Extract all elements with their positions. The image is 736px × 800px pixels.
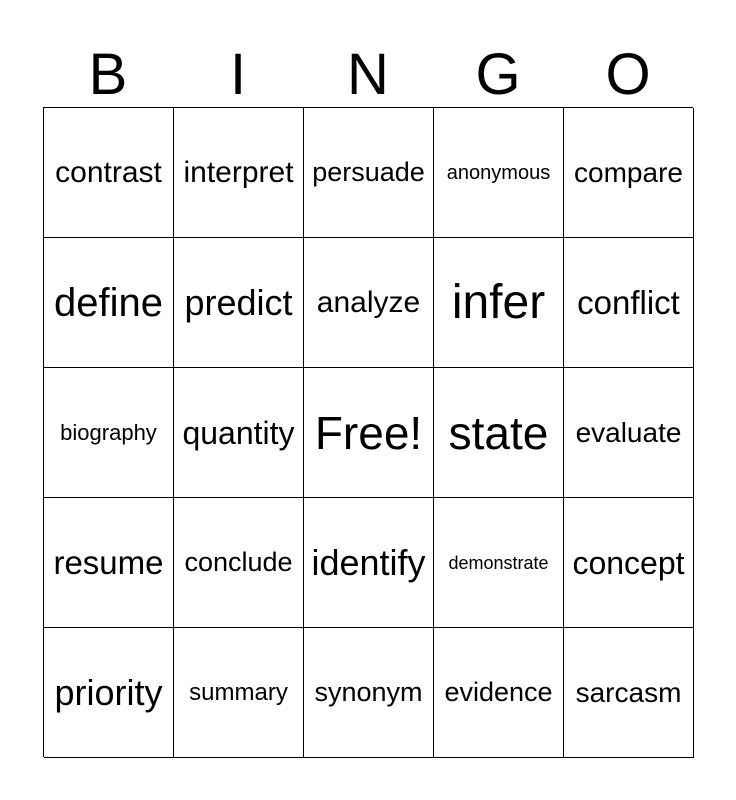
bingo-cell[interactable]: conclude	[174, 498, 304, 628]
bingo-cell[interactable]: analyze	[304, 238, 434, 368]
header-letter-n: N	[347, 42, 389, 107]
bingo-cell[interactable]: priority	[44, 628, 174, 758]
bingo-cell[interactable]: persuade	[304, 108, 434, 238]
header-letter-o: O	[605, 42, 651, 107]
bingo-cell[interactable]: biography	[44, 368, 174, 498]
bingo-cell[interactable]: evaluate	[564, 368, 694, 498]
header-letter-g: G	[475, 42, 521, 107]
bingo-cell[interactable]: state	[434, 368, 564, 498]
bingo-cell[interactable]: concept	[564, 498, 694, 628]
bingo-cell[interactable]: resume	[44, 498, 174, 628]
bingo-cell[interactable]: evidence	[434, 628, 564, 758]
bingo-cell[interactable]: identify	[304, 498, 434, 628]
bingo-board	[43, 107, 693, 757]
bingo-cell[interactable]: define	[44, 238, 174, 368]
bingo-cell[interactable]: interpret	[174, 108, 304, 238]
bingo-cell[interactable]: anonymous	[434, 108, 564, 238]
bingo-cell[interactable]: conflict	[564, 238, 694, 368]
bingo-cell[interactable]: predict	[174, 238, 304, 368]
bingo-cell[interactable]: quantity	[174, 368, 304, 498]
bingo-cell[interactable]: sarcasm	[564, 628, 694, 758]
free-space-cell[interactable]: Free!	[304, 368, 434, 498]
bingo-cell[interactable]: demonstrate	[434, 498, 564, 628]
header-letter-i: I	[229, 42, 247, 107]
bingo-cell[interactable]: summary	[174, 628, 304, 758]
bingo-cell[interactable]: synonym	[304, 628, 434, 758]
bingo-header	[43, 42, 693, 108]
header-letter-b: B	[88, 42, 128, 107]
bingo-cell[interactable]: infer	[434, 238, 564, 368]
bingo-cell[interactable]: compare	[564, 108, 694, 238]
bingo-cell[interactable]: contrast	[44, 108, 174, 238]
